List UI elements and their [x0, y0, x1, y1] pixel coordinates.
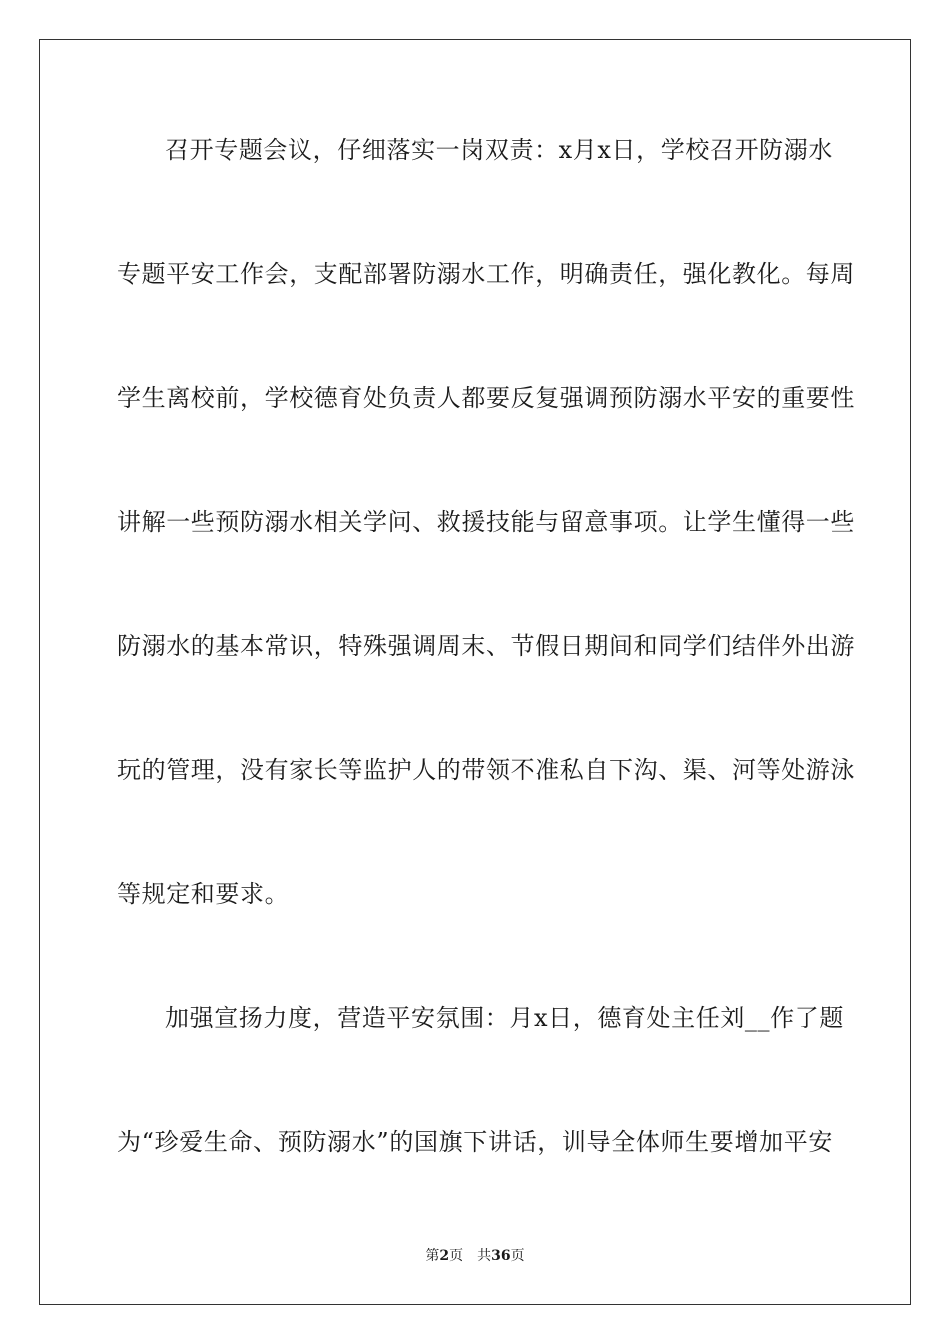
- paragraph-1-line-1: 召开专题会议，仔细落实一岗双责：x月x日，学校召开防溺水: [165, 136, 833, 164]
- page-suffix: 页: [449, 1248, 464, 1264]
- paragraph-2-line-2: 为“珍爱生命、预防溺水”的国旗下讲话，训导全体师生要增加平安: [117, 1128, 833, 1156]
- total-suffix: 页: [510, 1248, 525, 1264]
- paragraph-1-line-6: 玩的管理，没有家长等监护人的带领不准私自下沟、渠、河等处游泳: [117, 756, 855, 784]
- page-number: 2: [439, 1248, 450, 1264]
- paragraph-2-line-1: 加强宣扬力度，营造平安氛围：月x日，德育处主任刘__作了题: [165, 1004, 844, 1032]
- page-prefix: 第: [425, 1248, 440, 1264]
- paragraph-1-line-7: 等规定和要求。: [117, 880, 290, 908]
- paragraph-1-line-4: 讲解一些预防溺水相关学问、救援技能与留意事项。让学生懂得一些: [117, 508, 855, 536]
- total-pages: 36: [491, 1248, 511, 1264]
- page-footer: [0, 1247, 950, 1265]
- page-border: [39, 39, 911, 1305]
- paragraph-1-line-3: 学生离校前，学校德育处负责人都要反复强调预防溺水平安的重要性: [117, 384, 855, 412]
- total-prefix: 共: [477, 1248, 492, 1264]
- paragraph-1-line-2: 专题平安工作会，支配部署防溺水工作，明确责任，强化教化。每周: [117, 260, 855, 288]
- paragraph-1-line-5: 防溺水的基本常识，特殊强调周末、节假日期间和同学们结伴外出游: [117, 632, 855, 660]
